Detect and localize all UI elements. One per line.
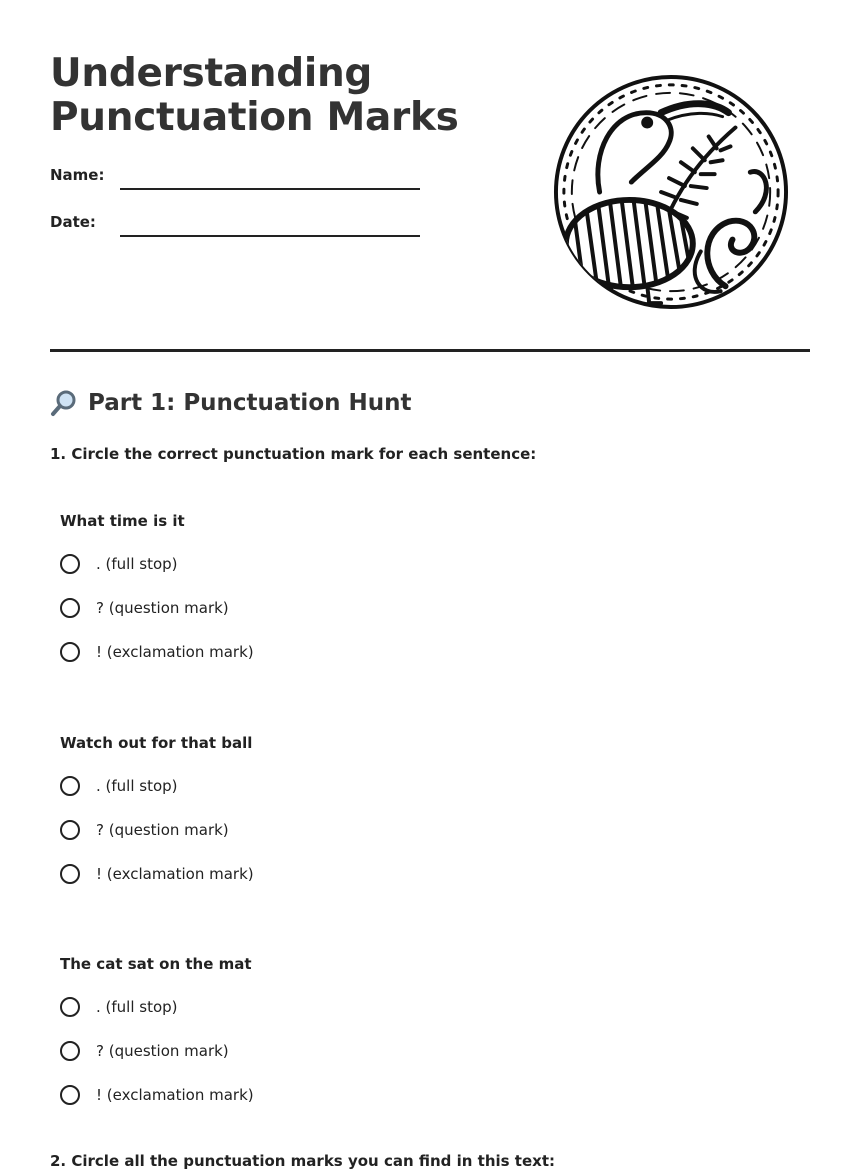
name-write-line[interactable] <box>120 188 420 190</box>
radio-circle[interactable] <box>60 820 80 840</box>
part-1-instruction: 1. Circle the correct punctuation mark for each sentence: <box>50 445 537 463</box>
title-line-2: Punctuation Marks <box>50 95 459 140</box>
option-full-stop[interactable] <box>60 774 660 798</box>
option-label: ! (exclamation mark) <box>96 865 254 883</box>
radio-circle[interactable] <box>60 598 80 618</box>
header-divider <box>50 349 810 352</box>
question-sentence: What time is it <box>60 512 185 530</box>
title-line-1: Understanding <box>50 51 373 96</box>
radio-circle[interactable] <box>60 642 80 662</box>
question-3 <box>60 953 660 1107</box>
date-field-row <box>50 213 420 243</box>
option-question-mark[interactable] <box>60 596 660 620</box>
option-label: . (full stop) <box>96 777 178 795</box>
date-label: Date: <box>50 213 96 231</box>
radio-circle[interactable] <box>60 554 80 574</box>
option-label: ? (question mark) <box>96 1042 229 1060</box>
question-sentence: Watch out for that ball <box>60 734 253 752</box>
radio-circle[interactable] <box>60 997 80 1017</box>
question-sentence: The cat sat on the mat <box>60 955 252 973</box>
option-exclamation-mark[interactable] <box>60 640 660 664</box>
option-label: ! (exclamation mark) <box>96 1086 254 1104</box>
radio-circle[interactable] <box>60 776 80 796</box>
part-2-instruction-cutoff: 2. Circle all the punctuation marks you can find in this text: <box>50 1152 555 1170</box>
kiwi-bird-koru-emblem-icon <box>552 72 790 312</box>
worksheet-title <box>50 52 459 140</box>
part-1-title: Part 1: Punctuation Hunt <box>88 390 412 416</box>
radio-circle[interactable] <box>60 1041 80 1061</box>
radio-circle[interactable] <box>60 864 80 884</box>
option-question-mark[interactable] <box>60 818 660 842</box>
option-question-mark[interactable] <box>60 1039 660 1063</box>
option-label: . (full stop) <box>96 555 178 573</box>
question-1 <box>60 510 660 664</box>
name-label: Name: <box>50 166 105 184</box>
option-exclamation-mark[interactable] <box>60 1083 660 1107</box>
name-field-row <box>50 166 420 196</box>
option-label: ? (question mark) <box>96 599 229 617</box>
option-exclamation-mark[interactable] <box>60 862 660 886</box>
part-1-heading <box>50 388 412 418</box>
option-label: . (full stop) <box>96 998 178 1016</box>
question-2 <box>60 732 660 886</box>
date-write-line[interactable] <box>120 235 420 237</box>
option-full-stop[interactable] <box>60 552 660 576</box>
radio-circle[interactable] <box>60 1085 80 1105</box>
option-full-stop[interactable] <box>60 995 660 1019</box>
option-label: ? (question mark) <box>96 821 229 839</box>
option-label: ! (exclamation mark) <box>96 643 254 661</box>
magnifying-glass-icon <box>50 388 80 418</box>
